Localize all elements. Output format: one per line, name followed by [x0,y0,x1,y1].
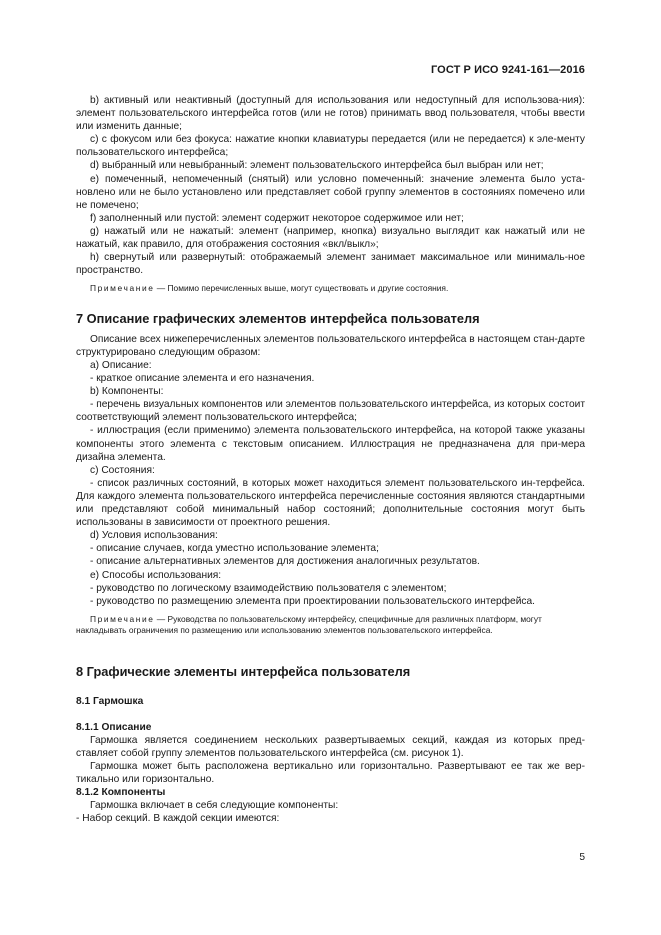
item-b1: - перечень визуальных компонентов или элементов пользовательского интерфейса, из которых состоит соответствующий элемент пользовательского интерфейса; [76,399,585,424]
item-d2: - описание альтернативных элементов для достижения аналогичных результатов. [90,556,480,568]
note-2 [76,614,585,637]
page-content [76,94,585,826]
document-header: ГОСТ Р ИСО 9241-161—2016 [430,64,585,76]
note-2-text: — Руководства по пользовательскому интерфейсу, специфичные для различных платформ, могут накладывать ограничения по размещению или использованию элементов пользовательского интерфейса. [76,613,542,636]
item-d1: - описание случаев, когда уместно использование элемента; [90,543,379,555]
item-b: b) Компоненты: [90,386,164,398]
section-8-1-1-p2: Гармошка может быть расположена вертикально или горизонтально. Развертывают ее так же вер-тикально или горизонтально. [76,761,585,786]
item-c: c) Состояния: [90,464,155,476]
item-b2: - иллюстрация (если применимо) элемента пользовательского интерфейса, на которой также указаны компоненты этого элемента с текстовым описанием. Иллюстрация не предназначена для при-мера дизайна элемента. [76,425,585,463]
list-item-f: f) заполненный или пустой: элемент содержит некоторое содержимое или нет; [90,212,464,224]
item-a1: - краткое описание элемента и его назначения. [90,373,315,385]
item-e: e) Способы использования: [90,569,222,581]
list-item-g: g) нажатый или не нажатый: элемент (например, кнопка) визуально выглядит как нажатый или не нажатый, как правило, для отображения состояния «вкл/выкл»; [76,225,585,251]
section-8-1-title: 8.1 Гармошка [76,695,144,707]
item-d: d) Условия использования: [90,530,218,542]
list-item-h: h) свернутый или развернутый: отображаемый элемент занимает максимальное или минималь-ное пространство. [76,252,585,277]
item-e1: - руководство по логическому взаимодействию пользователя с элементом; [90,582,447,594]
section-8-1-2-p2: - Набор секций. В каждой секции имеются: [76,813,280,825]
note-text: — Помимо перечисленных выше, могут существовать и другие состояния. [154,283,449,294]
list-item-d: d) выбранный или невыбранный: элемент пользовательского интерфейса был выбран или нет; [90,160,544,172]
item-a: a) Описание: [90,360,152,371]
note-2-label: Примечание [90,613,155,624]
note-label: Примечание [90,283,155,294]
note-1 [76,283,585,294]
list-item-e: e) помеченный, непомеченный (снятый) или условно помеченный: значение элемента было уста-новлено или не было установлено или представляет собой группу элементов в состояниях помечено или не помечено; [76,173,585,211]
section-8-1-1-title: 8.1.1 Описание [76,721,152,733]
section-8-title: 8 Графические элементы интерфейса пользователя [76,663,411,679]
section-8-1-2-title: 8.1.2 Компоненты [76,787,166,799]
section-8-1-1-p1: Гармошка является соединением нескольких развертываемых секций, каждая из которых пред-ставляет собой группу элементов пользовательского интерфейса (см. рисунок 1). [76,734,585,759]
list-item-c: c) с фокусом или без фокуса: нажатие кнопки клавиатуры передается (или не передается) к эле-менту пользовательского интерфейса; [76,134,585,159]
section-8-1-2-p1: Гармошка включает в себя следующие компоненты: [90,800,339,812]
list-item-b: b) активный или неактивный (доступный для использования или недоступный для использова-ния): элемент пользовательского интерфейса готов (или не готов) принимать ввод пользователя, чтобы ввести или изменить данные; [76,95,585,133]
section-7-intro: Описание всех нижеперечисленных элементов пользовательского интерфейса в настоящем стан-дарте структурировано следующим образом: [76,333,585,358]
section-7-title: 7 Описание графических элементов интерфейса пользователя [76,310,480,326]
page-number: 5 [579,852,585,863]
item-c1: - список различных состояний, в которых может находиться элемент пользовательского ин-терфейса. Для каждого элемента пользовательского интерфейса перечисленные состояния являются стандартными или представляют собой минимальный набор состояний; дополнительные состояния могут быть использованы в зависимости от проектного решения. [76,477,585,529]
item-e2: - руководство по размещению элемента при проектировании пользовательского интерфейса. [90,595,535,607]
